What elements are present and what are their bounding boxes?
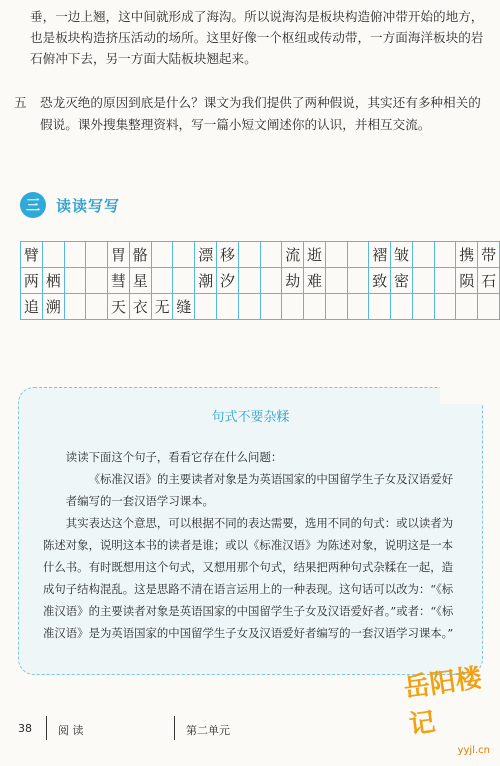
grid-cell bbox=[325, 294, 347, 320]
tip-box bbox=[18, 387, 483, 675]
grid-cell bbox=[42, 242, 64, 268]
tip-explanation: 其实表达这个意思，可以根据不同的表达需要，选用不同的句式：或以读者为陈述对象，说明这本书的读者是谁；或以《标准汉语》为陈述对象，说明这是一本什么书。有时既想用这个句式，又想用那个句式，结果把两种句式杂糅在一起，造成句子结构混乱。这是思路不清在语言运用上的一种表现。这句话可以改为：“《标准汉语》的主要读者对象是英语国家的中国留学生子女及汉语爱好者。”或者：“《标准汉语》是为英语国家的中国留学生子女及汉语爱好者编写的一套汉语学习课本。” bbox=[43, 516, 454, 640]
grid-cell bbox=[173, 242, 195, 268]
grid-cell: 彗 bbox=[108, 268, 130, 294]
grid-cell: 汐 bbox=[217, 268, 239, 294]
grid-cell bbox=[260, 294, 282, 320]
grid-cell bbox=[325, 268, 347, 294]
grid-cell bbox=[151, 268, 173, 294]
grid-cell: 栖 bbox=[42, 268, 64, 294]
grid-cell bbox=[238, 268, 260, 294]
watermark bbox=[402, 663, 496, 762]
grid-cell: 胃 bbox=[108, 242, 130, 268]
footer-section: 阅 读 bbox=[58, 724, 84, 737]
tip-title: 句式不要杂糅 bbox=[211, 410, 290, 425]
grid-cell bbox=[412, 268, 434, 294]
grid-cell bbox=[412, 294, 434, 320]
grid-cell bbox=[456, 294, 478, 320]
grid-cell bbox=[64, 294, 86, 320]
footer-unit: 第二单元 bbox=[186, 724, 230, 737]
grid-cell bbox=[173, 268, 195, 294]
grid-cell bbox=[391, 294, 413, 320]
grid-cell bbox=[434, 294, 456, 320]
grid-cell: 皱 bbox=[391, 242, 413, 268]
grid-cell bbox=[478, 294, 500, 320]
grid-cell: 漂 bbox=[195, 242, 217, 268]
grid-cell: 逝 bbox=[304, 242, 326, 268]
text-line: 石俯冲下去，另一方面大陆板块翘起来。 bbox=[30, 51, 257, 66]
grid-cell: 致 bbox=[369, 268, 391, 294]
question-5 bbox=[14, 92, 486, 136]
tip-body bbox=[43, 446, 461, 644]
grid-cell: 褶 bbox=[369, 242, 391, 268]
grid-cell bbox=[325, 242, 347, 268]
grid-row bbox=[21, 294, 500, 320]
grid-cell: 潮 bbox=[195, 268, 217, 294]
grid-cell: 星 bbox=[129, 268, 151, 294]
grid-cell: 陨 bbox=[456, 268, 478, 294]
grid-cell: 追 bbox=[21, 294, 43, 320]
grid-cell bbox=[64, 242, 86, 268]
section-title: 读读写写 bbox=[56, 196, 121, 215]
grid-cell bbox=[434, 268, 456, 294]
question-text: 恐龙灭绝的原因到底是什么？课文为我们提供了两种假说，其实还有多种相关的假说。课外搜集整理资料，写一篇小短文阐述你的认识，并相互交流。 bbox=[40, 95, 481, 132]
grid-cell bbox=[238, 294, 260, 320]
grid-row bbox=[21, 268, 500, 294]
grid-row bbox=[21, 242, 500, 268]
grid-cell bbox=[260, 268, 282, 294]
tip-lead: 读读下面这个句子，看看它存在什么问题： bbox=[65, 450, 283, 464]
grid-cell bbox=[238, 242, 260, 268]
grid-cell bbox=[195, 294, 217, 320]
grid-cell: 石 bbox=[478, 268, 500, 294]
grid-cell bbox=[347, 242, 369, 268]
grid-cell bbox=[412, 242, 434, 268]
grid-cell: 衣 bbox=[129, 294, 151, 320]
section-header bbox=[20, 192, 120, 218]
page-number: 38 bbox=[18, 722, 32, 735]
grid-cell: 移 bbox=[217, 242, 239, 268]
grid-cell bbox=[347, 294, 369, 320]
grid-cell bbox=[86, 268, 108, 294]
question-number: 五 bbox=[14, 95, 27, 110]
grid-cell bbox=[86, 294, 108, 320]
grid-cell: 臂 bbox=[21, 242, 43, 268]
grid-cell: 无 bbox=[151, 294, 173, 320]
watermark-logo: 岳阳楼记 bbox=[402, 663, 484, 741]
grid-cell bbox=[304, 294, 326, 320]
grid-cell: 天 bbox=[108, 294, 130, 320]
grid-cell bbox=[86, 242, 108, 268]
text-line: 也是板块构造挤压活动的场所。这里好像一个枢纽或传动带，一方面海洋板块的岩 bbox=[30, 30, 484, 45]
grid-cell bbox=[64, 268, 86, 294]
watermark-url: yyjl.cn bbox=[457, 745, 490, 756]
grid-cell: 缝 bbox=[173, 294, 195, 320]
grid-cell bbox=[434, 242, 456, 268]
grid-cell bbox=[347, 268, 369, 294]
grid-cell: 难 bbox=[304, 268, 326, 294]
grid-cell: 骼 bbox=[129, 242, 151, 268]
grid-cell bbox=[151, 242, 173, 268]
grid-cell: 流 bbox=[282, 242, 304, 268]
grid-cell: 密 bbox=[391, 268, 413, 294]
grid-cell: 劫 bbox=[282, 268, 304, 294]
grid-cell bbox=[369, 294, 391, 320]
top-paragraph bbox=[30, 6, 485, 69]
grid-cell: 两 bbox=[21, 268, 43, 294]
grid-cell bbox=[282, 294, 304, 320]
grid-cell: 携 bbox=[456, 242, 478, 268]
grid-cell: 溯 bbox=[42, 294, 64, 320]
section-number-icon: 三 bbox=[20, 192, 46, 218]
grid-cell bbox=[217, 294, 239, 320]
grid-cell: 带 bbox=[478, 242, 500, 268]
tip-quote: 《标准汉语》的主要读者对象是为英语国家的中国留学生子女及汉语爱好者编写的一套汉语学习课本。 bbox=[65, 472, 454, 508]
vocabulary-grid bbox=[20, 241, 500, 320]
grid-cell bbox=[260, 242, 282, 268]
text-line: 垂，一边上翘，这中间就形成了海沟。所以说海沟是板块构造俯冲带开始的地方， bbox=[30, 9, 484, 24]
